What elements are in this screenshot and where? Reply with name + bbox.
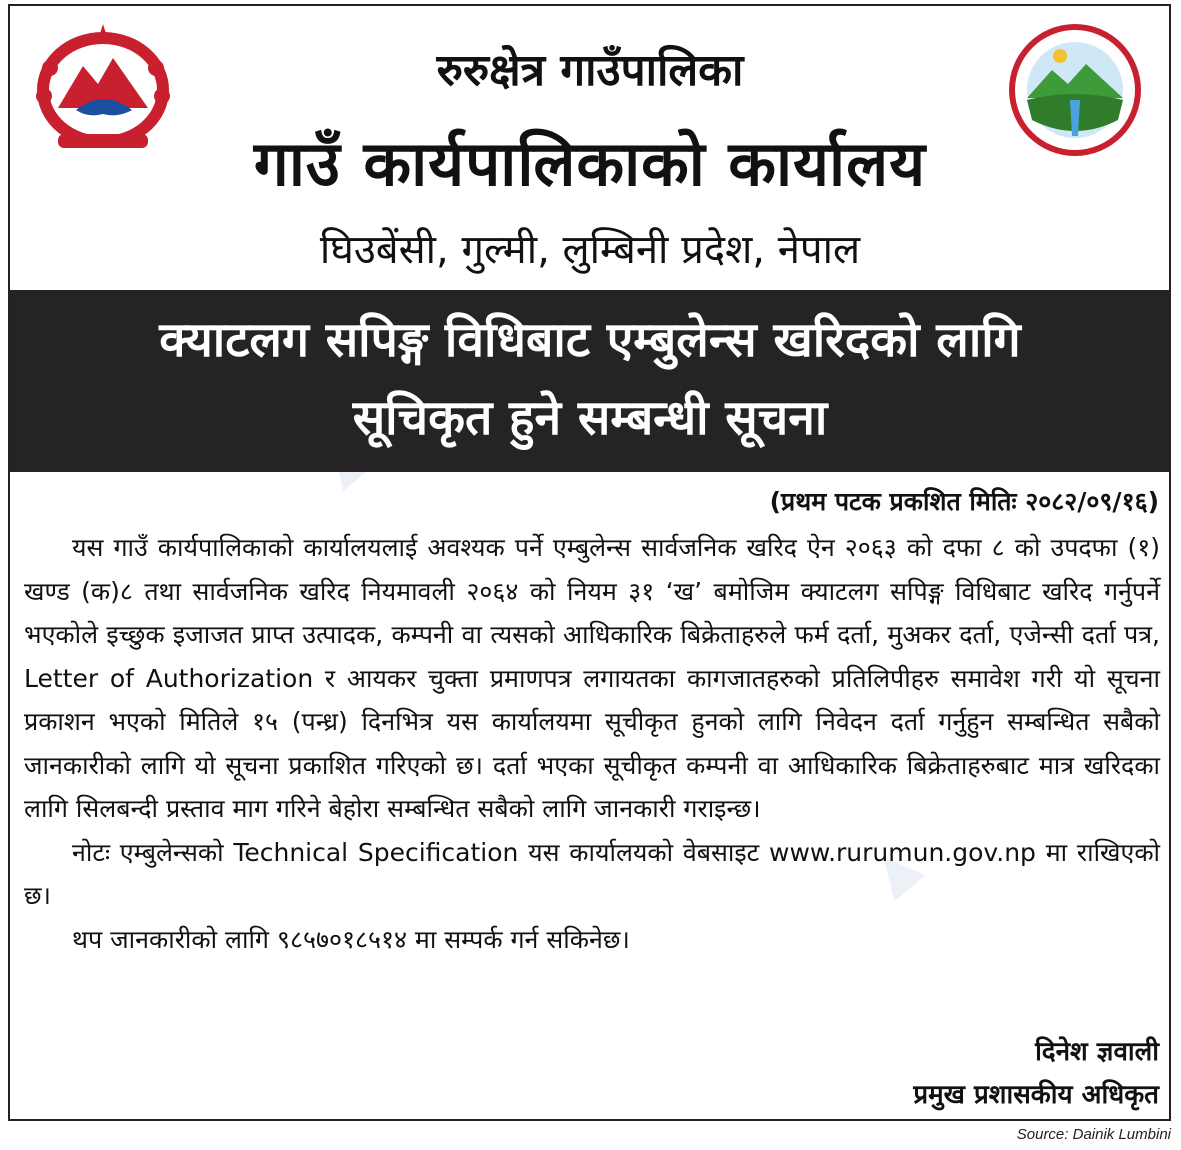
office-name: गाउँ कार्यपालिकाको कार्यालय <box>253 127 927 200</box>
notice-title-line-2: सूचिकृत हुने सम्बन्धी सूचना <box>352 390 828 446</box>
notice-paragraph-contact: थप जानकारीको लागि ९८५७०१८५१४ मा सम्पर्क गर्न सकिनेछ। <box>72 924 630 954</box>
notice-title-bar <box>10 290 1170 472</box>
notice-body <box>24 526 1160 961</box>
municipality-name: रुरुक्षेत्र गाउँपालिका <box>436 45 744 96</box>
nepal-emblem-icon <box>28 18 178 158</box>
source-credit: Source: Dainik Lumbini <box>1016 1126 1171 1143</box>
publication-date: (प्रथम पटक प्रकशित मितिः २०८२/०९/१६) <box>769 487 1159 516</box>
watermark-shape: ▲ <box>843 817 947 923</box>
municipality-seal-icon <box>1000 20 1150 160</box>
signatory-name: दिनेश ज्ञवाली <box>1035 1037 1159 1067</box>
signatory-title: प्रमुख प्रशासकीय अधिकृत <box>913 1080 1159 1110</box>
office-address: घिउबेंसी, गुल्मी, लुम्बिनी प्रदेश, नेपाल <box>319 227 861 273</box>
notice-paragraph-main: यस गाउँ कार्यपालिकाको कार्यालयलाई अवश्यक पर्ने एम्बुलेन्स सार्वजनिक खरिद ऐन २०६३ को दफा ८ को उपदफा (१) खण्ड (क)८ तथा सार्वजनिक खरिद नियमावली २०६४ को नियम ३१ ‘ख’ बमोजिम क्याटलग सपिङ्ग विधिबाट खरिद गर्नुपर्ने भएकोले इच्छुक इजाजत प्राप्त उत्पादक, कम्पनी वा त्यसको आधिकारिक बिक्रेताहरुले फर्म दर्ता, मुअकर दर्ता, एजेन्सी दर्ता पत्र, Letter of Authorization र आयकर चुक्ता प्रमाणपत्र लगायतका कागजातहरुको प्रतिलिपीहरु समावेश गरी यो सूचना प्रकाशन भएको मितिले १५ (पन्ध्र) दिनभित्र यस कार्यालयमा सूचीकृत हुनको लागि निवेदन दर्ता गर्नुहुन सम्बन्धित सबैको जानकारीको लागि यो सूचना प्रकाशित गरिएको छ। दर्ता भएका सूचीकृत कम्पनी वा आधिकारिक बिक्रेताहरुबाट मात्र खरिदका लागि सिलबन्दी प्रस्ताव माग गरिने बेहोरा सम्बन्धित सबैको लागि जानकारी गराइन्छ। <box>24 533 1160 823</box>
notice-paragraph-note: नोटः एम्बुलेन्सको Technical Specification यस कार्यालयको वेबसाइट www.rurumun.gov.np मा राखिएको छ। <box>24 837 1160 910</box>
notice-title-line-1: क्याटलग सपिङ्ग विधिबाट एम्बुलेन्स खरिदको लागि <box>159 312 1021 368</box>
